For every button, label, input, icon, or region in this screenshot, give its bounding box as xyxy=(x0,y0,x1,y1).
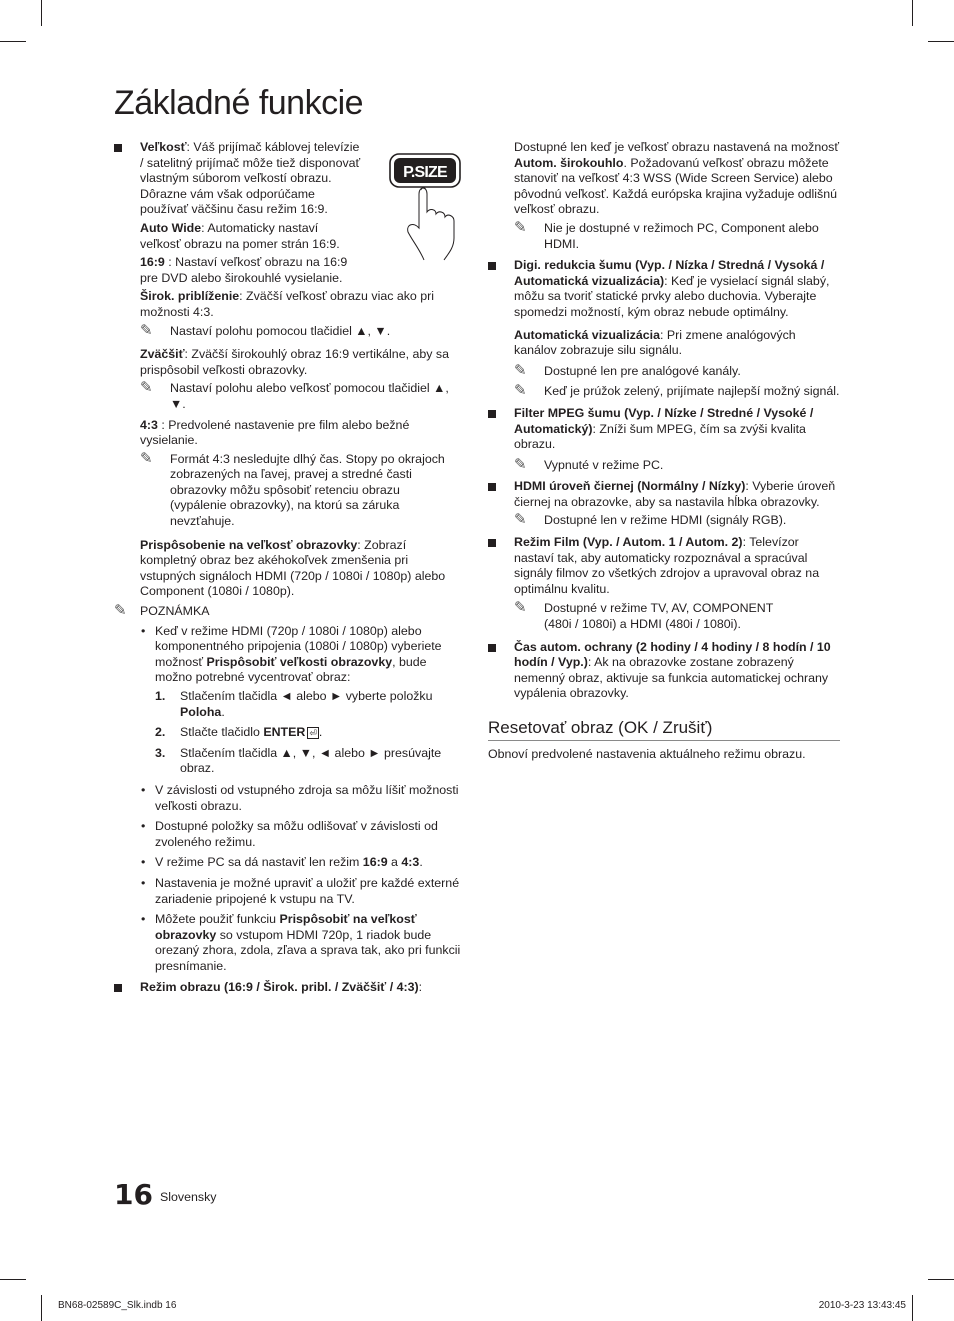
zvacsit-item xyxy=(114,347,464,378)
velkost-item xyxy=(114,140,362,218)
item-label: Auto Wide xyxy=(140,220,202,235)
pencil-icon: ✎ xyxy=(140,321,153,339)
bullet-dot: • xyxy=(141,623,146,638)
crop-mark xyxy=(0,1279,26,1280)
item-label: HDMI úroveň čiernej (Normálny / Nízky) xyxy=(514,479,746,494)
step-number: 2. xyxy=(155,725,166,740)
item-label: Širok. priblíženie xyxy=(140,289,240,304)
pencil-icon: ✎ xyxy=(514,455,527,473)
crop-mark xyxy=(41,0,42,26)
bullet-dot: • xyxy=(141,875,146,890)
item-label: 16:9 xyxy=(140,255,165,270)
item-text: : Predvolené nastavenie pre film alebo bežné vysielanie. xyxy=(140,417,410,448)
square-bullet xyxy=(488,539,496,547)
section-divider xyxy=(488,740,840,741)
rezim-obrazu-item: Režim obrazu (16:9 / Širok. pribl. / Zväčšiť / 4:3): xyxy=(114,980,464,996)
digi-redukcia-item xyxy=(488,258,840,320)
crop-mark xyxy=(41,1295,42,1321)
left-column xyxy=(114,140,464,995)
item-text: : Televízor nastaví tak, aby automaticky rozpoznával a spracúval signály filmov zo všetkých zdrojov a upravoval obraz na optimálnu kvalitu. xyxy=(514,535,820,596)
prisposobenie-item xyxy=(114,538,464,600)
list-item: • V závislosti od vstupného zdroja sa môžu líšiť možnosti veľkosti obrazu. xyxy=(141,782,459,813)
psize-label: P.SIZE xyxy=(403,164,447,181)
item-text: : Nastaví veľkosť obrazu na 16:9 pre DVD alebo širokouhlé vysielanie. xyxy=(140,255,348,285)
item-label: 4:3 xyxy=(140,417,158,432)
pencil-icon: ✎ xyxy=(514,511,527,529)
continuation-text: Dostupné len keď je veľkosť obrazu nastavená na možnosť Autom. širokouhlo. Požadovanú veľkosť obrazu môžete stanoviť na veľkosť 4:3 WSS (Wide Screen Service) alebo pôvodnú veľkosť. Každá európska krajina vyžaduje odlišnú veľkosť obrazu. xyxy=(514,140,839,217)
step-number: 1. xyxy=(155,689,166,703)
ratio-169-item xyxy=(114,255,362,286)
auto-wide-item xyxy=(114,221,362,252)
list-item: • Dostupné položky sa môžu odlišovať v závislosti od zvoleného režimu. xyxy=(141,819,438,849)
poznamka-heading: ✎ POZNÁMKA xyxy=(114,602,210,620)
square-bullet xyxy=(114,984,122,992)
note: ✎ Nastaví polohu alebo veľkosť pomocou tlačidiel ▲, ▼. xyxy=(140,379,449,411)
item-label: Filter MPEG šumu (Vyp. / Nízke / Stredné / Vysoké / Automatický) xyxy=(514,405,814,436)
print-timestamp: 2010-3-23 13:43:45 xyxy=(818,1300,906,1311)
file-info: BN68-02589C_Slk.indb 16 xyxy=(58,1300,177,1311)
note: ✎ Dostupné len pre analógové kanály. xyxy=(514,361,741,379)
bullet-dot: • xyxy=(141,819,146,834)
note: ✎ Vypnuté v režime PC. xyxy=(514,455,664,473)
item-text: : Ak na obrazovke zostane zobrazený nemenný obraz, aktivuje sa funkcia automatickej ochrany vypálenia obrazovky. xyxy=(514,655,829,701)
right-column xyxy=(488,140,840,762)
note: ✎ Dostupné len v režime HDMI (signály RGB). xyxy=(514,511,787,529)
crop-mark xyxy=(912,0,913,26)
item-label: Čas autom. ochrany (2 hodiny / 4 hodiny / 8 hodín / 10 hodín / Vyp.) xyxy=(514,639,831,670)
item-text: : Automaticky nastaví veľkosť obrazu na pomer strán 16:9. xyxy=(140,220,340,251)
pencil-icon: ✎ xyxy=(514,218,527,236)
section-title: Resetovať obraz (OK / Zrušiť) xyxy=(488,718,713,737)
step-item: 1. Stlačením tlačidla ◄ alebo ► vyberte položku Poloha. xyxy=(155,689,433,719)
item-label: Režim obrazu (16:9 / Širok. pribl. / Zväčšiť / 4:3) xyxy=(140,979,419,994)
note: ✎ Nie je dostupné v režimoch PC, Component alebo HDMI. xyxy=(514,218,819,251)
auto-protection-time-item xyxy=(488,640,840,702)
item-text: : Váš prijímač káblovej televízie / satelitný prijímač môže tiež disponovať vlastným súborom veľkostí obrazu. Dôrazne vám však odporúčame používať väčšinu času režim 16:9. xyxy=(140,140,361,217)
bullet-dot: • xyxy=(141,782,146,797)
square-bullet xyxy=(488,410,496,418)
square-bullet xyxy=(488,644,496,652)
pencil-icon: ✎ xyxy=(140,449,153,467)
item-label: Prispôsobenie na veľkosť obrazovky xyxy=(140,537,358,552)
pencil-icon: ✎ xyxy=(514,382,527,400)
item-text: : Zníži šum MPEG, čím sa zvýši kvalita obrazu. xyxy=(514,421,806,452)
page-number: 16 xyxy=(114,1178,153,1211)
step-item: 2. Stlačte tlačidlo ENTER ⏎ . xyxy=(155,725,323,740)
item-text: : Zväčší veľkosť obrazu viac ako pri možnosti 4:3. xyxy=(140,289,435,319)
list-item: • Môžete použiť funkciu Prispôsobiť na veľkosť obrazovky so vstupom HDMI 720p, 1 riadok bude orezaný zhora, zdola, zľava a sprava tak, ako pri funkcii presnímanie. xyxy=(141,912,461,973)
list-item: • Nastavenia je možné upraviť a uložiť pre každé externé zariadenie pripojené k vstupu na TV. xyxy=(141,875,460,906)
page-title: Základné funkcie xyxy=(114,84,364,122)
reset-section xyxy=(488,720,840,762)
pencil-icon: ✎ xyxy=(140,379,153,397)
pencil-icon: ✎ xyxy=(514,599,527,617)
item-text: : Zväčší širokouhlý obraz 16:9 vertikálne, aby sa prispôsobil veľkosti obrazovky. xyxy=(140,347,449,377)
square-bullet xyxy=(114,144,122,152)
sirok-item xyxy=(114,289,464,320)
pencil-icon: ✎ xyxy=(114,602,127,620)
item-text: : Pri zmene analógových kanálov zobrazuje silu signálu. xyxy=(514,327,796,358)
section-text: Obnoví predvolené nastavenia aktuálneho režimu obrazu. xyxy=(488,746,806,761)
enter-icon: ⏎ xyxy=(309,728,317,739)
crop-mark xyxy=(912,1295,913,1321)
language-label: Slovensky xyxy=(160,1190,217,1204)
note: ✎ Nastaví polohu pomocou tlačidiel ▲, ▼. xyxy=(140,321,391,339)
bullet-dot: • xyxy=(141,912,146,927)
item-text: : Vyberie úroveň čiernej na obrazovke, aby sa nastavila hĺbka obrazovky. xyxy=(514,479,836,509)
crop-mark xyxy=(0,41,26,42)
step-number: 3. xyxy=(155,745,166,760)
hdmi-black-level-item xyxy=(488,479,840,510)
item-label: Režim Film (Vyp. / Autom. 1 / Autom. 2) xyxy=(514,535,743,550)
item-label: Digi. redukcia šumu (Vyp. / Nízka / Stredná / Vysoká / Automatická vizualizácia) xyxy=(514,258,825,288)
square-bullet xyxy=(488,483,496,491)
square-bullet xyxy=(488,262,496,270)
item-text: : Zobrazí kompletný obraz bez akéhokoľvek zmenšenia pri vstupných signáloch HDMI (720p / 1080i / 1080p) alebo Component (1080i / 1080p). xyxy=(140,537,446,599)
pencil-icon: ✎ xyxy=(514,361,527,379)
step-item: 3. Stlačením tlačidla ▲, ▼, ◄ alebo ► presúvajte obraz. xyxy=(155,745,442,776)
note: ✎ Dostupné v režime TV, AV, COMPONENT (480i / 1080i) a HDMI (480i / 1080i). xyxy=(514,599,774,632)
bullet-dot: • xyxy=(141,855,146,870)
auto-viz-item xyxy=(488,328,840,359)
crop-mark xyxy=(928,41,954,42)
note: ✎ Formát 4:3 nesledujte dlhý čas. Stopy po okrajoch zobrazených na ľavej, pravej a stredné časti obrazovky môžu spôsobiť retenciu obrazu (vypálenie obrazovky), na ktorú sa záruka nevzťahuje. xyxy=(140,449,445,529)
item-label: Zväčšiť xyxy=(140,347,185,362)
list-item: • Keď v režime HDMI (720p / 1080i / 1080p) alebo komponentného pripojenia (1080i / 1080p) vyberiete možnosť Prispôsobiť veľkosti obrazovky, bude možno potrebné vycentrovať obraz: xyxy=(141,623,442,685)
note: ✎ Keď je prúžok zelený, prijímate najlepší možný signál. xyxy=(514,382,840,400)
list-item: • V režime PC sa dá nastaviť len režim 16:9 a 4:3. xyxy=(141,855,423,870)
film-mode-item xyxy=(488,535,840,597)
crop-mark xyxy=(928,1279,954,1280)
ratio-43-item xyxy=(114,418,464,449)
item-label: Veľkosť xyxy=(140,140,187,154)
item-text: : Keď je vysielací signál slabý, môžu sa tvoriť statické prvky alebo duchovia. Vyberajte spomedzi možností, kým obraz nebude optimálny. xyxy=(514,273,830,319)
mpeg-filter-item xyxy=(488,406,840,453)
item-label: Automatická vizualizácia xyxy=(514,327,660,342)
